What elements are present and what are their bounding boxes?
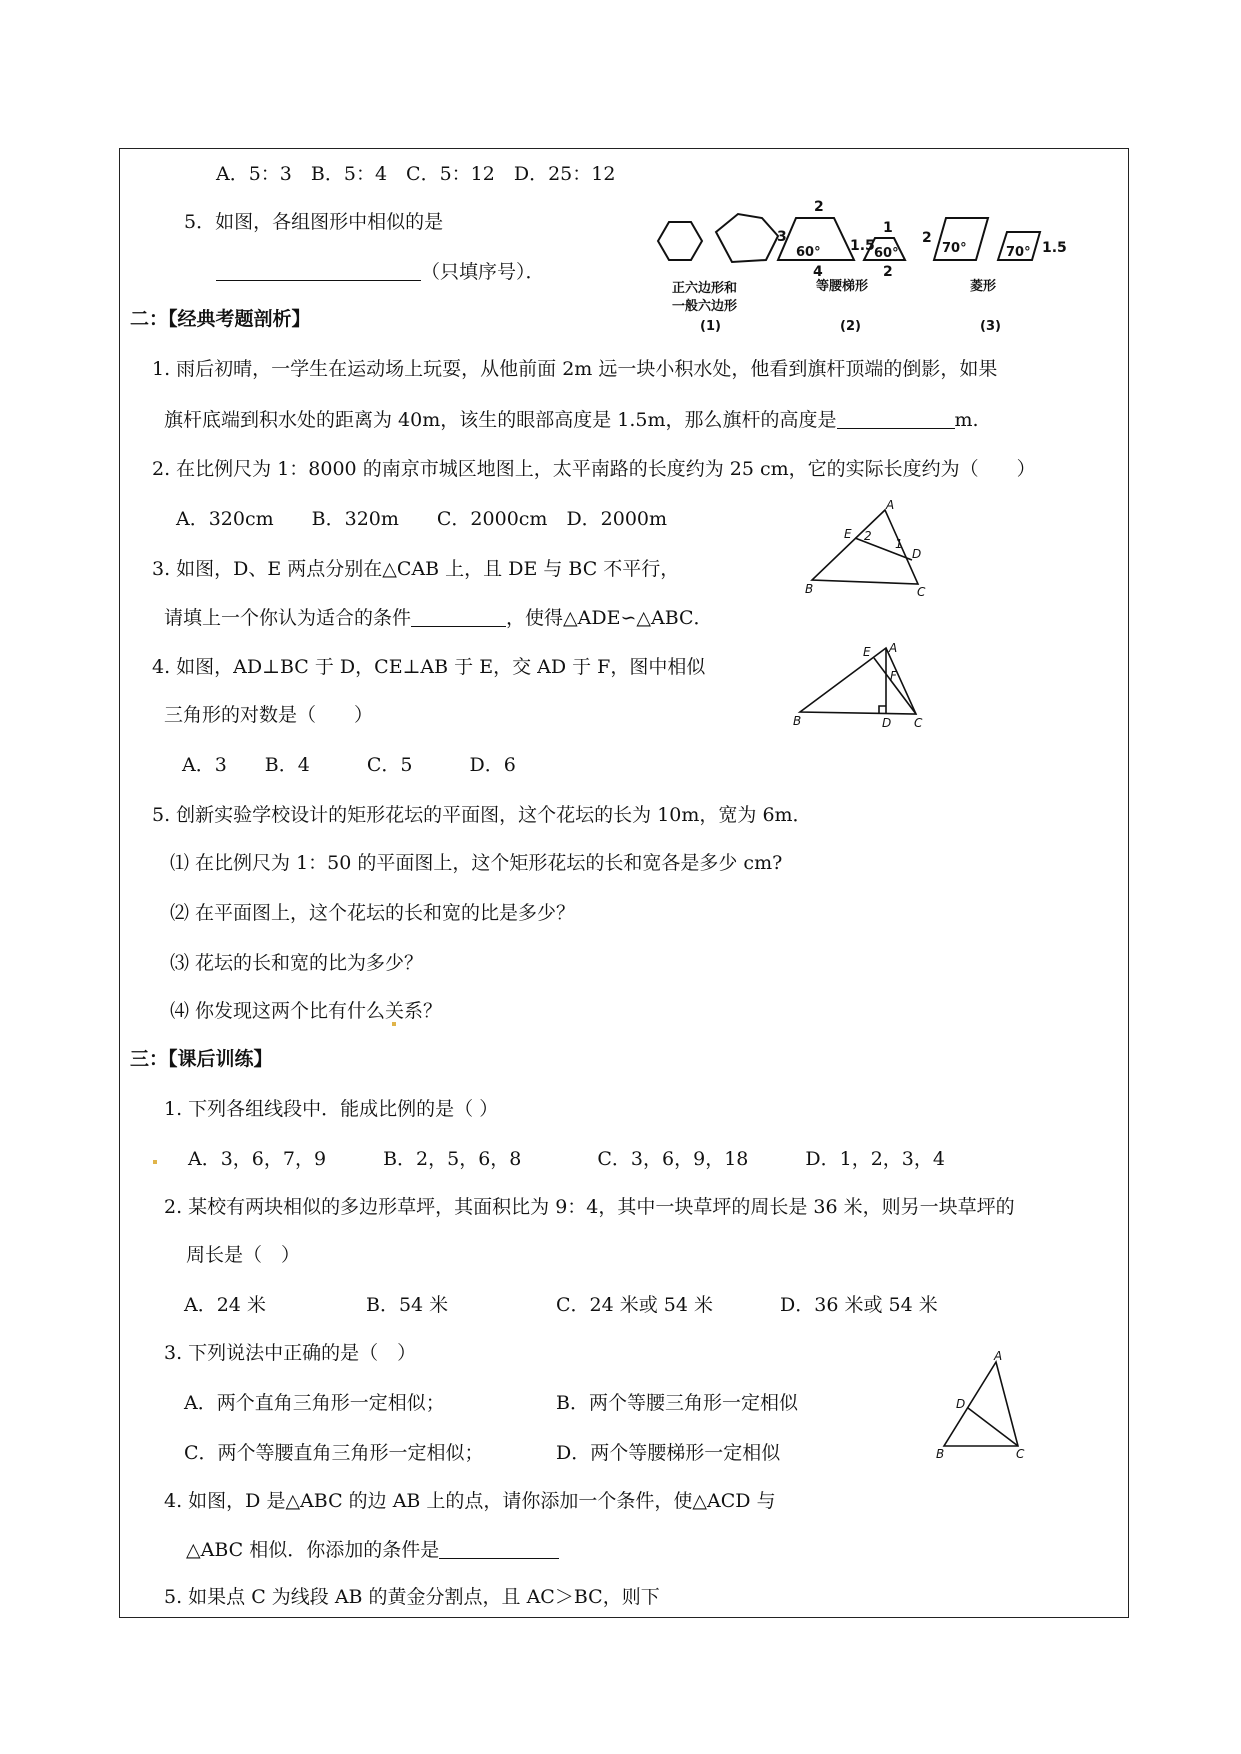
answer-blank[interactable] [837,410,955,429]
s3-q3-optA: A．两个直角三角形一定相似； [184,1392,445,1414]
fig-caption: 等腰梯形 [816,279,869,294]
point-label: E [863,645,871,659]
q5-top-text: 5．如图，各组图形中相似的是 [184,211,444,233]
s2-q3-line2 [164,608,713,628]
angle-label: 2 [864,529,872,543]
s2-q1-unit: m. [954,409,979,431]
fig-label: 60° [796,245,821,260]
section-heading-2: 二：【经典考题剖析】 [130,308,311,330]
options-line: A．5：3 B．5：4 C．5：12 D．25：12 [216,163,616,185]
s3-q2-optC: C．24 米或 54 米 [556,1294,714,1316]
q5-top-suffix: （只填序号）． [421,261,545,283]
stray-mark [153,1160,157,1164]
s3-q1-options: A．3，6，7，9 B．2，5，6，8 C．3，6，9，18 D．1，2，3，4 [188,1148,945,1170]
point-label: A [994,1350,1003,1363]
q5-top-answer [216,262,545,282]
point-label: C [1016,1447,1025,1461]
irregular-hexagon [716,214,778,262]
point-label: E [844,527,852,541]
triangle-acd-figure [930,1350,1040,1462]
s2-q2-line: 2. 在比例尺为 1：8000 的南京市城区地图上，太平南路的长度约为 25 cm，它的实际长度约为（ ） [152,458,1036,480]
point-label: C [914,716,923,730]
fig-caption: 正六边形和 [672,281,738,296]
point-label: B [805,582,814,596]
s3-q5-line: 5. 如果点 C 为线段 AB 的黄金分割点，且 AC＞BC，则下 [164,1586,660,1608]
s2-q1-line1: 1. 雨后初晴，一学生在运动场上玩耍，从他前面 2m 远一块小积水处，他看到旗杆顶端的倒影，如果 [152,358,998,380]
point-label: C [917,585,926,598]
triangle-ade-figure [800,498,945,598]
point-label: D [956,1397,966,1411]
s3-q2-optD: D．36 米或 54 米 [780,1294,938,1316]
fig-label: 1.5 [850,238,875,254]
s2-q4-line2: 三角形的对数是（ ） [164,704,374,726]
s2-q3-line1: 3. 如图，D、E 两点分别在△CAB 上，且 DE 与 BC 不平行， [152,558,680,580]
s2-q5-sub4: ⑷ 你发现这两个比有什么关系？ [170,1000,443,1022]
s2-q1-line2 [164,410,979,430]
s2-q5-line: 5. 创新实验学校设计的矩形花坛的平面图，这个花坛的长为 10m，宽为 6m． [152,804,812,826]
fig-label: 70° [942,241,967,256]
angle-label: 1 [895,537,903,551]
s3-q3-optB: B．两个等腰三角形一定相似 [556,1392,798,1414]
s3-q4-line1: 4. 如图，D 是△ABC 的边 AB 上的点，请你添加一个条件，使△ACD 与 [164,1490,776,1512]
s3-q4-line2-text: △ABC 相似．你添加的条件是 [186,1539,440,1561]
s2-q4-options: A．3 B．4 C．5 D．6 [182,754,516,776]
similar-shapes-figure [650,196,1090,336]
section-heading-3: 三：【课后训练】 [130,1048,273,1070]
s3-q2-line1: 2. 某校有两块相似的多边形草坪，其面积比为 9：4，其中一块草坪的周长是 36 米，则另一块草坪的 [164,1196,1015,1218]
s3-q3-optC: C．两个等腰直角三角形一定相似； [184,1442,484,1464]
fig-label: 2 [922,230,932,246]
s3-q2-optB: B．54 米 [366,1294,449,1316]
point-label: A [889,642,898,655]
fig-caption: 菱形 [970,279,997,294]
answer-blank[interactable] [439,1540,559,1559]
point-label: B [793,714,802,728]
s2-q5-sub3: ⑶ 花坛的长和宽的比为多少？ [170,952,424,974]
point-label: F [890,669,897,683]
fig-number: (3) [980,319,1001,334]
s2-q3-line2-b: ，使得△ADE∽△ABC． [506,607,713,629]
fig-label: 70° [1006,245,1031,260]
fig-label: 2 [814,199,824,215]
s3-q4-line2 [186,1540,559,1560]
s3-q2-line2: 周长是（ ） [186,1244,301,1266]
answer-blank[interactable] [216,262,421,281]
fig-label: 1 [883,220,893,236]
fig-number: (1) [700,319,721,334]
s2-q5-sub2: ⑵ 在平面图上，这个花坛的长和宽的比是多少？ [170,902,576,924]
stray-mark [392,1022,396,1026]
fig-label: 2 [883,264,893,280]
s2-q1-line2-text: 旗杆底端到积水处的距离为 40m，该生的眼部高度是 1.5m，那么旗杆的高度是 [164,409,837,431]
fig-number: (2) [840,319,861,334]
point-label: D [912,547,922,561]
s2-q5-sub1: ⑴ 在比例尺为 1：50 的平面图上，这个矩形花坛的长和宽各是多少 cm? [170,852,783,874]
point-label: A [886,498,895,512]
s3-q3-optD: D．两个等腰梯形一定相似 [556,1442,781,1464]
s3-q3-line: 3. 下列说法中正确的是（ ） [164,1342,417,1364]
answer-blank[interactable] [411,608,506,627]
s2-q3-line2-a: 请填上一个你认为适合的条件 [164,607,412,629]
s3-q1-line: 1. 下列各组线段中．能成比例的是（ ） [164,1098,499,1120]
s2-q2-options: A．320cm B．320m C．2000cm D．2000m [176,508,668,530]
fig-label: 1.5 [1042,240,1067,256]
fig-label: 60° [874,246,899,261]
s3-q2-optA: A．24 米 [184,1294,266,1316]
triangle-altitudes-figure [790,642,930,732]
s2-q4-line1: 4. 如图，AD⊥BC 于 D，CE⊥AB 于 E，交 AD 于 F，图中相似 [152,656,706,678]
fig-label: 3 [777,229,787,245]
regular-hexagon [658,222,702,260]
point-label: D [882,716,892,730]
fig-label: 4 [813,264,823,280]
point-label: B [936,1447,945,1461]
fig-caption: 一般六边形 [672,299,738,314]
